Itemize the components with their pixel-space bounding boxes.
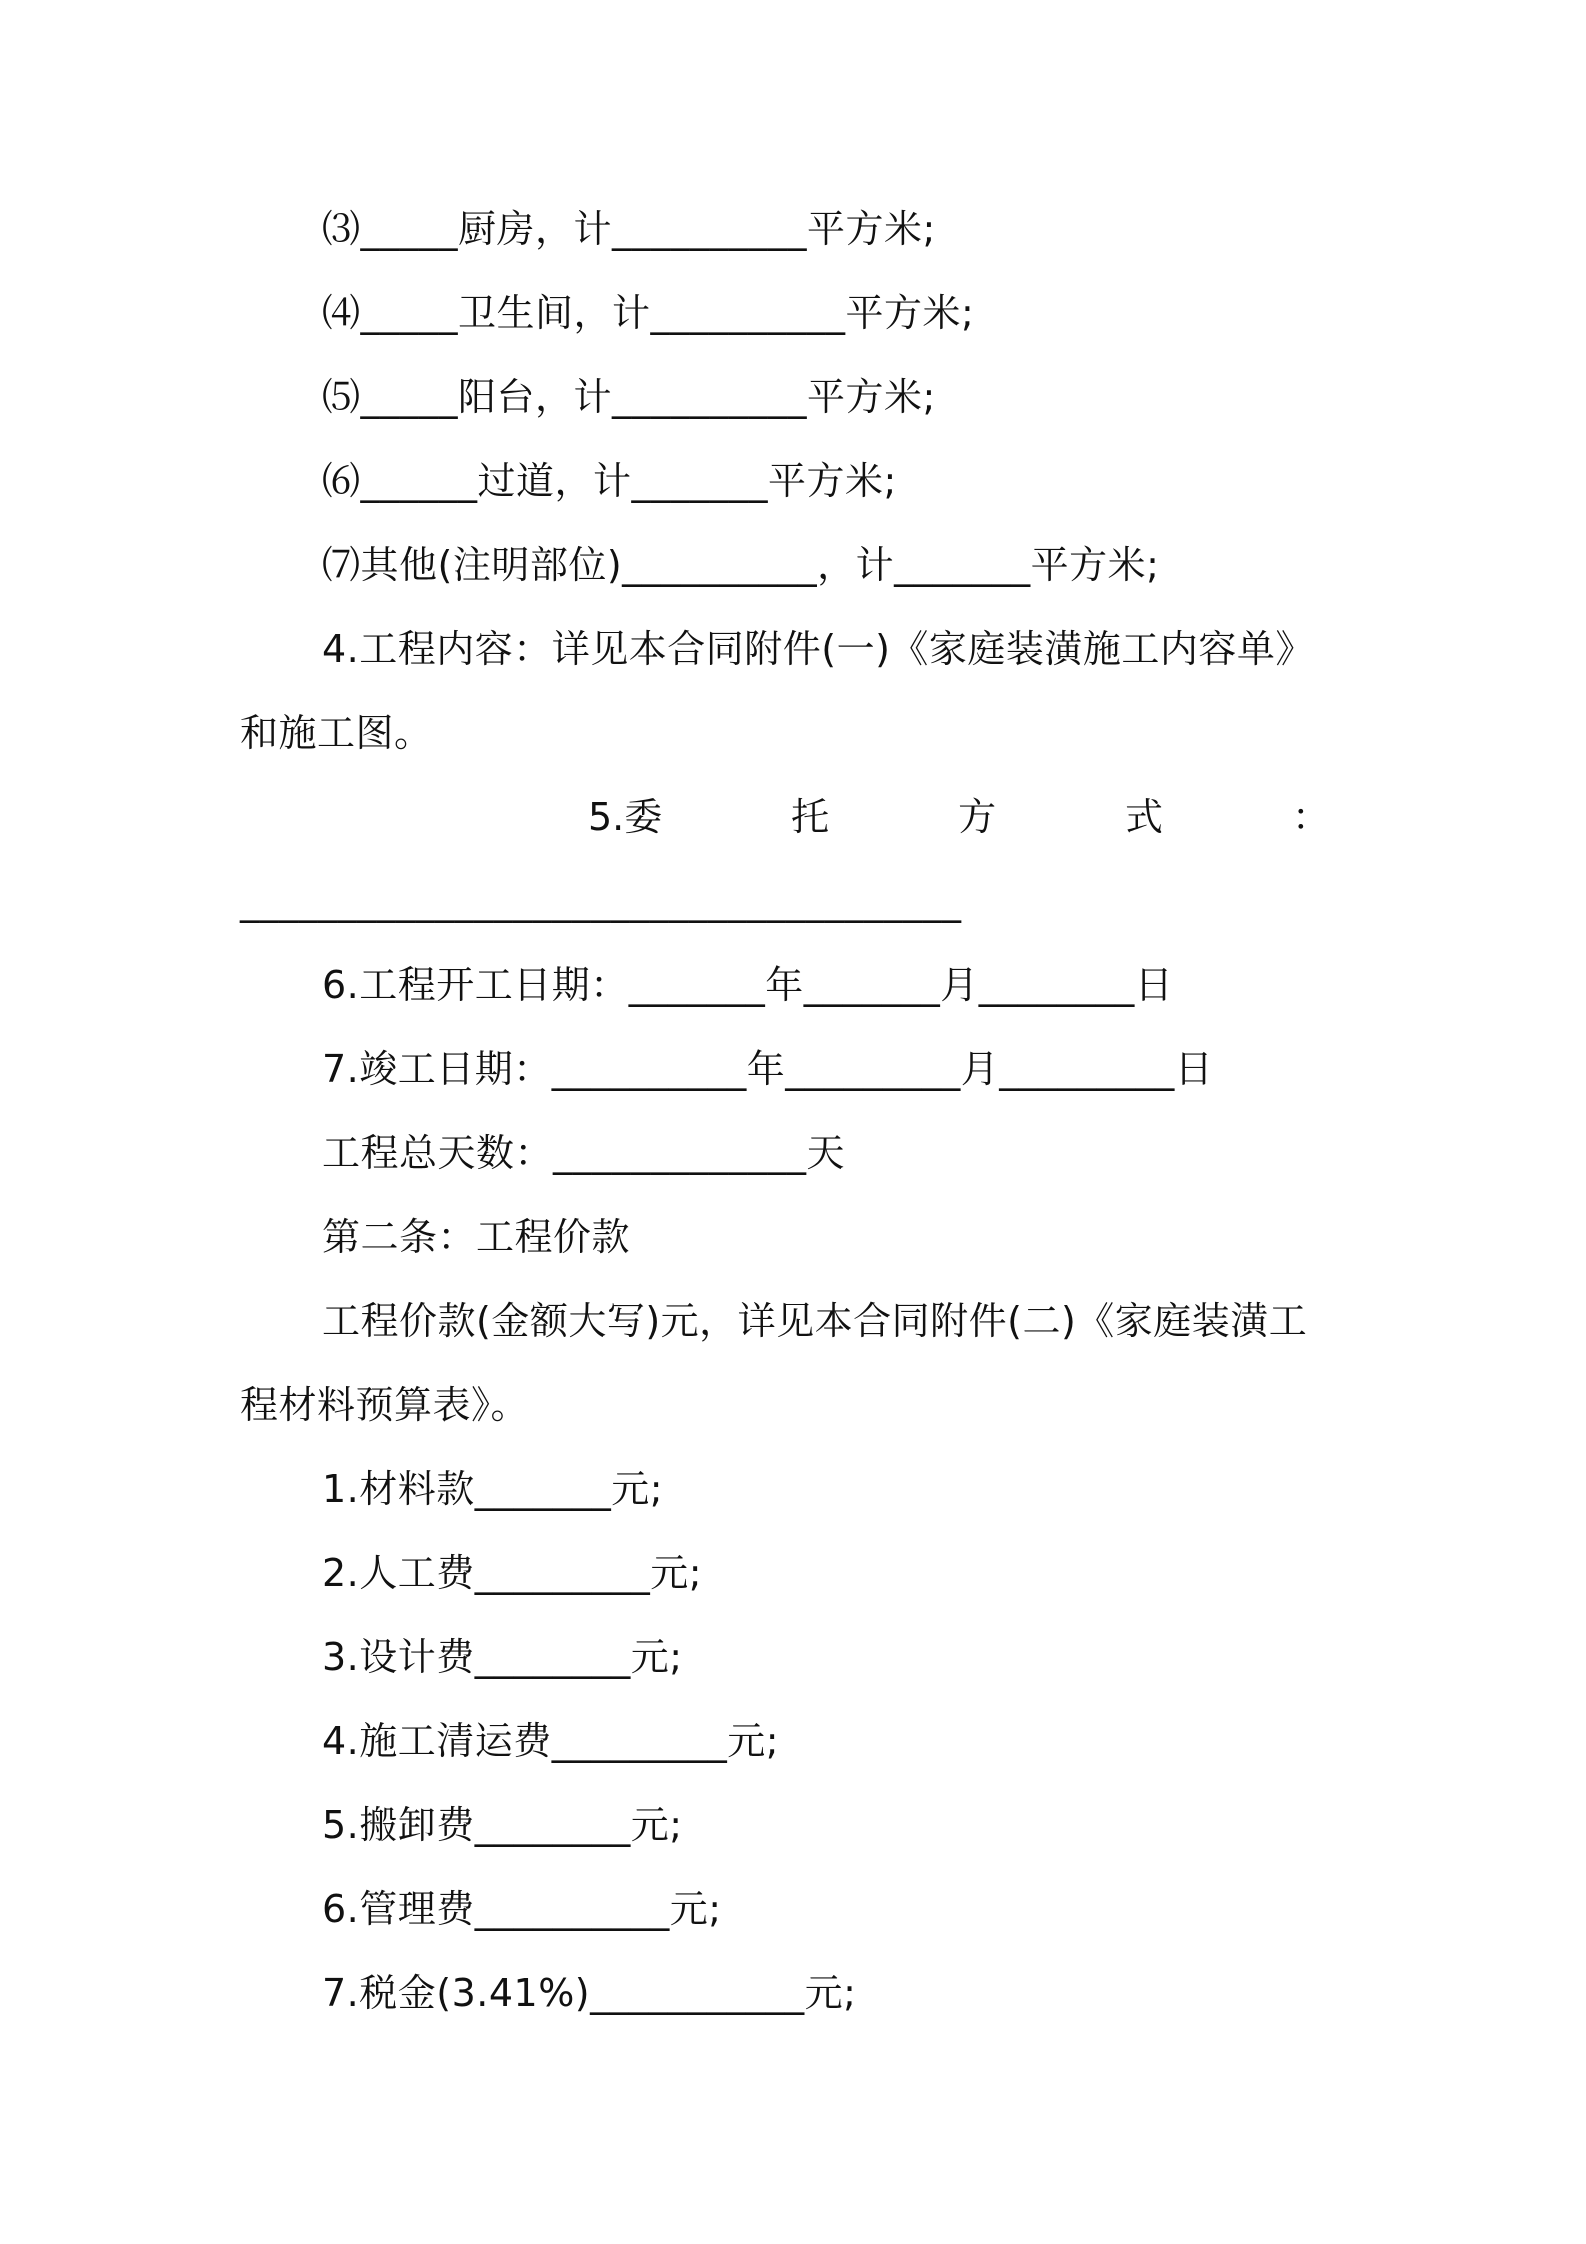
entrust-heading-part: ：	[1291, 795, 1330, 839]
clause-work-content-continued: 和施工图。	[240, 711, 433, 755]
item-balcony-area: ⑸_____阳台，计__________平方米;	[322, 375, 936, 419]
entrust-heading-part: 5.委	[588, 795, 663, 839]
entrust-heading-part: 式	[1125, 795, 1164, 839]
fee-labor: 2.人工费_________元;	[322, 1551, 703, 1595]
fee-management: 6.管理费__________元;	[322, 1887, 722, 1931]
fee-design: 3.设计费________元;	[322, 1635, 683, 1679]
fee-moving: 5.搬卸费________元;	[322, 1803, 683, 1847]
clause-total-days: 工程总天数：_____________天	[322, 1131, 846, 1175]
item-kitchen-area: ⑶_____厨房，计__________平方米;	[322, 207, 936, 251]
fee-cleanup: 4.施工清运费_________元;	[322, 1719, 780, 1763]
clause-entrust-method	[588, 794, 1330, 840]
clause-completion-date: 7.竣工日期：__________年_________月_________日	[322, 1047, 1214, 1091]
item-other-area: ⑺其他(注明部位)__________，计_______平方米;	[322, 543, 1160, 587]
entrust-method-blank: _____________________________________	[240, 879, 962, 923]
clause-project-price-continued: 程材料预算表》。	[240, 1383, 530, 1427]
item-corridor-area: ⑹______过道，计_______平方米;	[322, 459, 897, 503]
entrust-heading-part: 托	[791, 795, 830, 839]
fee-materials: 1.材料款_______元;	[322, 1467, 664, 1511]
clause-start-date: 6.工程开工日期：_______年_______月________日	[322, 963, 1174, 1007]
entrust-heading-part: 方	[958, 795, 997, 839]
item-bathroom-area: ⑷_____卫生间，计__________平方米;	[322, 291, 975, 335]
fee-tax: 7.税金(3.41%)___________元;	[322, 1971, 857, 2015]
clause-project-price: 工程价款(金额大写)元，详见本合同附件(二)《家庭装潢工	[322, 1299, 1308, 1343]
article-two-heading: 第二条：工程价款	[322, 1215, 631, 1259]
clause-work-content: 4.工程内容：详见本合同附件(一)《家庭装潢施工内容单》	[322, 627, 1314, 671]
